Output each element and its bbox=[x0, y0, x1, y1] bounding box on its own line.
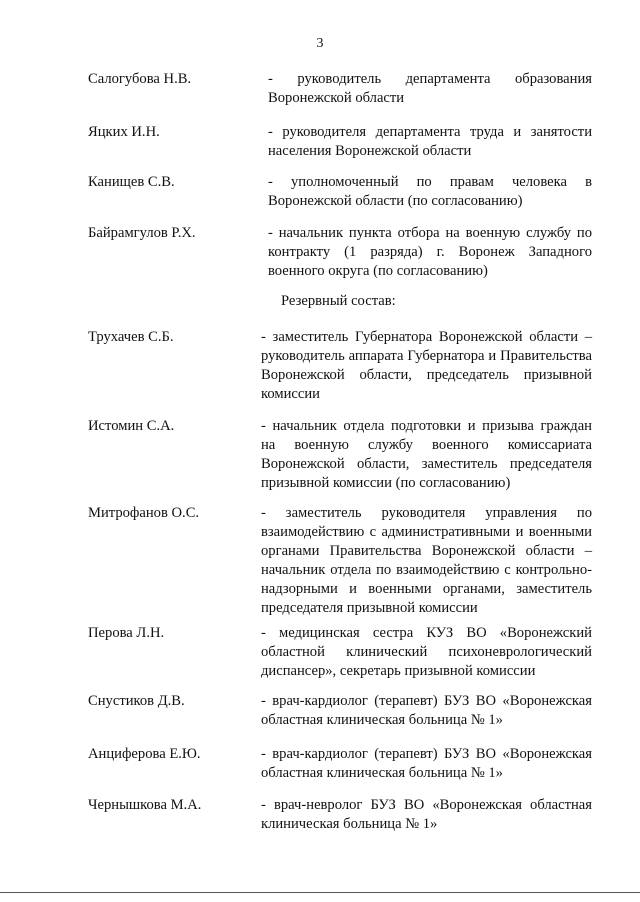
page-number: 3 bbox=[316, 36, 324, 51]
page-bottom-rule bbox=[0, 892, 640, 893]
member-role: - уполномоченный по правам человека в Воронежской области (по согласованию) bbox=[268, 174, 592, 209]
member-name: Снустиков Д.В. bbox=[88, 693, 185, 709]
member-name: Байрамгулов Р.Х. bbox=[88, 225, 196, 241]
member-name: Анциферова Е.Ю. bbox=[88, 746, 201, 762]
member-name: Чернышкова М.А. bbox=[88, 797, 202, 813]
member-name: Истомин С.А. bbox=[88, 418, 175, 434]
member-role: - медицинская сестра КУЗ ВО «Воронежский областной клинический психоневрологический диспансер», секретарь призывной комиссии bbox=[261, 625, 592, 679]
member-name: Канищев С.В. bbox=[88, 174, 175, 190]
member-role: - руководителя департамента труда и занятости населения Воронежской области bbox=[268, 124, 592, 159]
member-name: Перова Л.Н. bbox=[88, 625, 165, 641]
member-name: Трухачев С.Б. bbox=[88, 329, 174, 345]
member-name: Салогубова Н.В. bbox=[88, 71, 192, 87]
member-role: - врач-кардиолог (терапевт) БУЗ ВО «Воронежская областная клиническая больница № 1» bbox=[261, 693, 592, 728]
member-role: - начальник отдела подготовки и призыва граждан на военную службу военного комиссариата Воронежской области, заместитель председателя призывной комиссии (по согласованию) bbox=[261, 418, 592, 491]
member-role: - заместитель Губернатора Воронежской области – руководитель аппарата Губернатора и Правительства Воронежской области, председатель призывной комиссии bbox=[261, 329, 592, 402]
member-name: Митрофанов О.С. bbox=[88, 505, 200, 521]
reserve-section-title: Резервный состав: bbox=[281, 293, 396, 309]
member-role: - врач-невролог БУЗ ВО «Воронежская областная клиническая больница № 1» bbox=[261, 797, 592, 832]
member-role: - руководитель департамента образования Воронежской области bbox=[268, 71, 592, 106]
member-role: - начальник пункта отбора на военную службу по контракту (1 разряда) г. Воронеж Западного военного округа (по согласованию) bbox=[268, 225, 592, 279]
member-role: - врач-кардиолог (терапевт) БУЗ ВО «Воронежская областная клиническая больница № 1» bbox=[261, 746, 592, 781]
member-role: - заместитель руководителя управления по взаимодействию с административными и военными органами Правительства Воронежской области – начальник отдела по взаимодействию с контрольно-надзорными и военными органами, заместитель председателя призывной комиссии bbox=[261, 505, 592, 616]
member-name: Яцких И.Н. bbox=[88, 124, 160, 140]
